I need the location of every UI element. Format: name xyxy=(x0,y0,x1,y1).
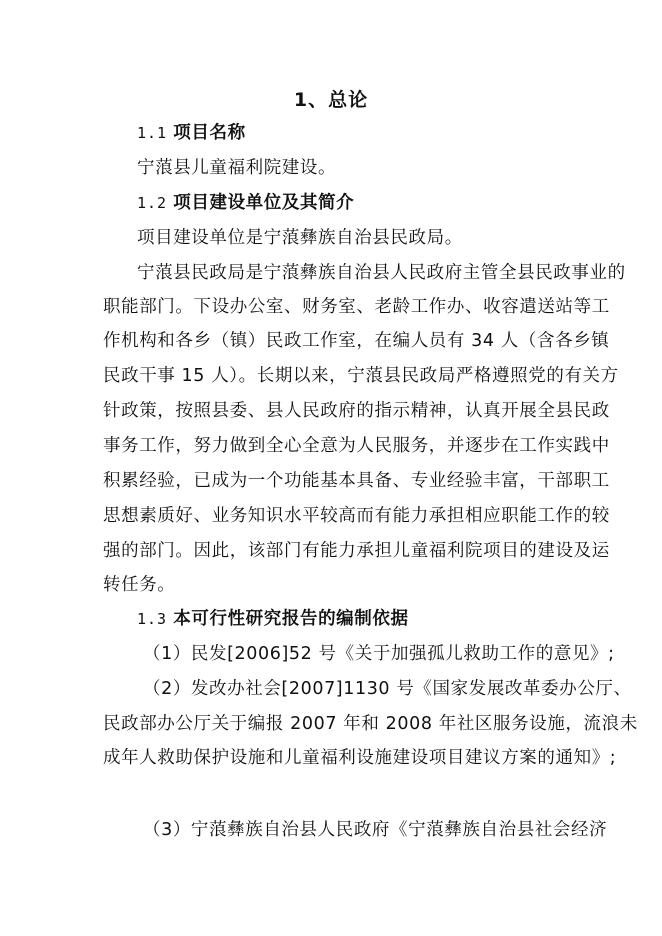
section-title: 项目建设单位及其简介 xyxy=(173,193,355,213)
intro-line: 民政干事 15 人）。长期以来，宁蒗县民政局严格遵照党的有关方 xyxy=(103,366,619,386)
intro-line: 思想素质好、业务知识水平较高而有能力承担相应职能工作的较 xyxy=(103,506,610,526)
reference-item-continued: 民政部办公厅关于编报 2007 年和 2008 年社区服务设施，流浪未 xyxy=(103,714,638,734)
intro-line: 转任务。 xyxy=(103,575,176,595)
section-number: 1.2 xyxy=(137,194,168,212)
intro-line: 事务工作，努力做到全心全意为人民服务，并逐步在工作实践中 xyxy=(103,436,610,456)
section-number: 1.3 xyxy=(137,610,168,628)
section-heading-1-1 xyxy=(137,121,246,145)
chapter-title: 1、总论 xyxy=(293,89,369,111)
unit-text: 项目建设单位是宁蒗彝族自治县民政局。 xyxy=(137,228,463,248)
section-title: 项目名称 xyxy=(173,123,246,143)
section-title: 本可行性研究报告的编制依据 xyxy=(173,609,409,629)
section-heading-1-2 xyxy=(137,191,354,215)
reference-item-continued: 成年人救助保护设施和儿童福利设施建设项目建议方案的通知》; xyxy=(103,748,617,768)
intro-line: 积累经验，已成为一个功能基本具备、专业经验丰富，干部职工 xyxy=(103,471,610,491)
intro-line: 强的部门。因此，该部门有能力承担儿童福利院项目的建设及运 xyxy=(103,541,610,561)
section-heading-1-3 xyxy=(137,607,409,631)
intro-line: 作机构和各乡（镇）民政工作室，在编人员有 34 人（含各乡镇 xyxy=(103,331,610,351)
intro-line: 职能部门。下设办公室、财务室、老龄工作办、收容遣送站等工 xyxy=(103,297,610,317)
project-name-text: 宁蒗县儿童福利院建设。 xyxy=(137,158,337,178)
reference-item: （1）民发[2006]52 号《关于加强孤儿救助工作的意见》; xyxy=(143,644,615,664)
section-number: 1.1 xyxy=(137,124,168,142)
intro-line: 针政策，按照县委、县人民政府的指示精神，认真开展全县民政 xyxy=(103,401,610,421)
reference-item: （2）发改办社会[2007]1130 号《国家发展改革委办公厅、 xyxy=(143,679,632,699)
intro-line: 宁蒗县民政局是宁蒗彝族自治县人民政府主管全县民政事业的 xyxy=(137,263,626,283)
reference-item: （3）宁蒗彝族自治县人民政府《宁蒗彝族自治县社会经济 xyxy=(143,820,608,840)
